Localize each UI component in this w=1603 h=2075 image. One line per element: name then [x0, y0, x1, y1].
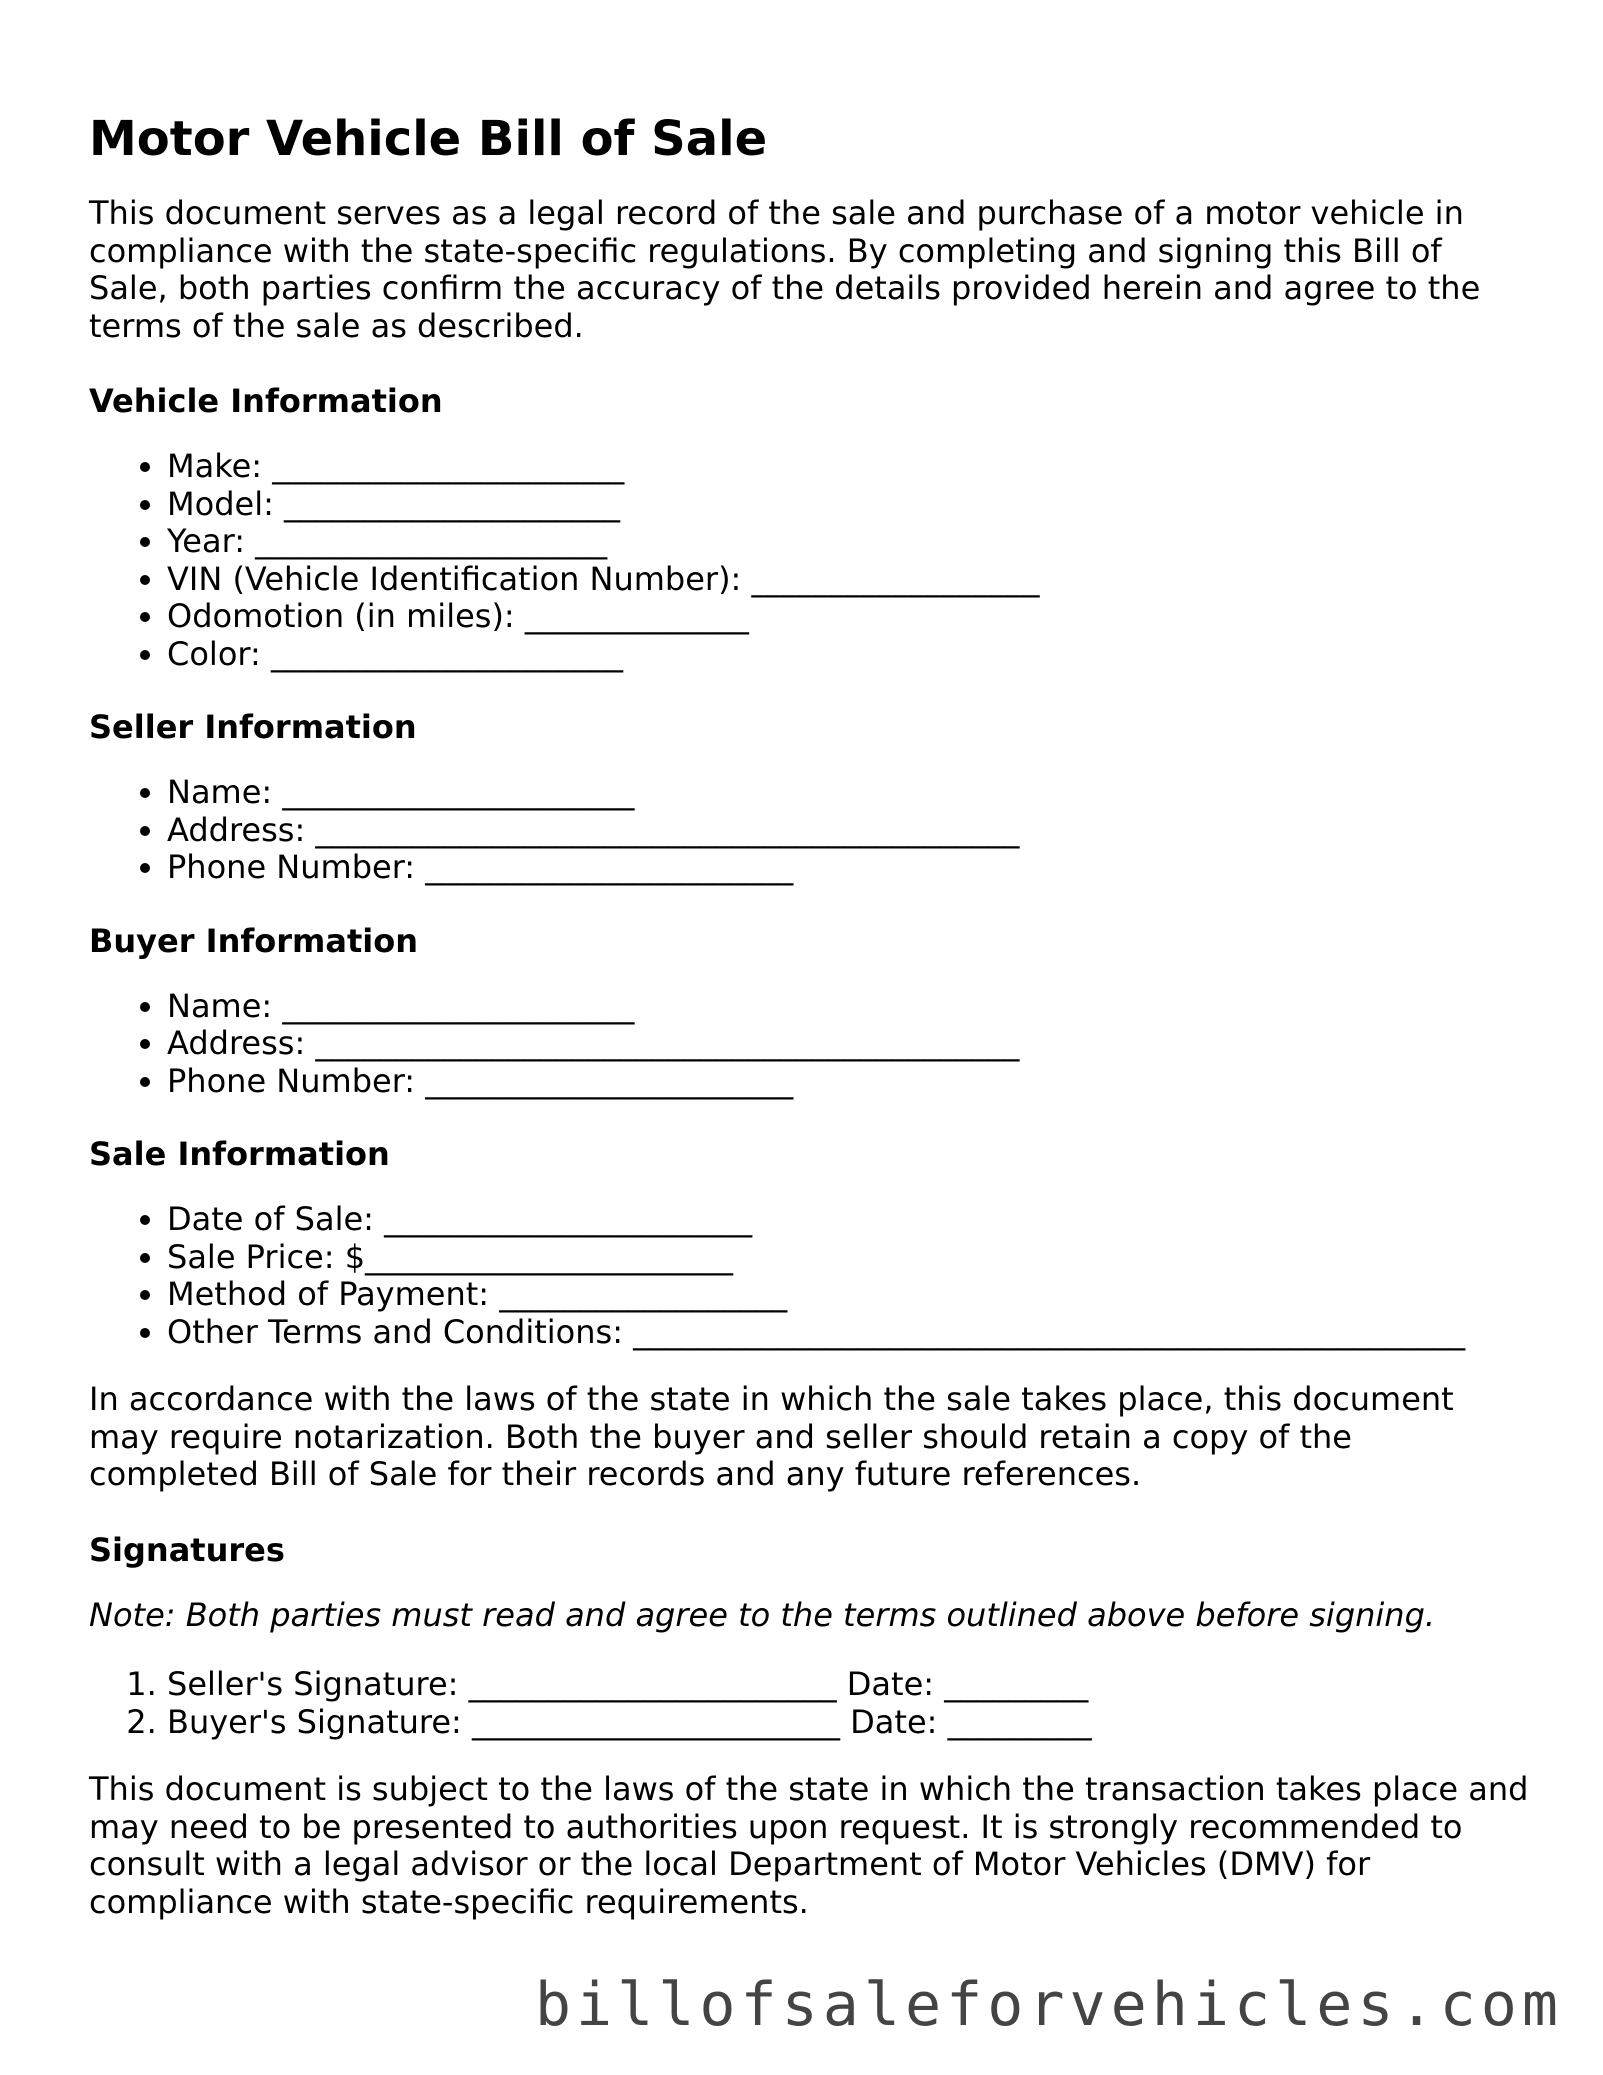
notarization-paragraph: In accordance with the laws of the state in which the sale takes place, this document may require notarization. Both the buyer and seller should retain a copy of the completed Bill of Sale for their records and any future references.	[89, 1380, 1454, 1493]
buyer-signature-line: 2. Buyer's Signature: _______________________ Date: _________	[167, 1704, 1529, 1742]
seller-address-field: • Address: ____________________________________________	[167, 812, 1529, 850]
vehicle-make-field: • Make: ______________________	[167, 448, 1529, 486]
sale-info-list	[89, 1201, 1529, 1351]
seller-info-list	[89, 774, 1529, 887]
seller-phone-field: • Phone Number: _______________________	[167, 849, 1529, 887]
signatures-note: Note: Both parties must read and agree to the terms outlined above before signing.	[89, 1595, 1436, 1634]
seller-name-field: • Name: ______________________	[167, 774, 1529, 812]
sale-section-heading: Sale Information	[89, 1135, 390, 1173]
buyer-address-field: • Address: ____________________________________________	[167, 1025, 1529, 1063]
vehicle-odometer-field: • Odomotion (in miles): ______________	[167, 598, 1529, 636]
document-page	[89, 104, 1529, 1953]
site-watermark: billofsaleforvehicles.com	[534, 1970, 1563, 2040]
vehicle-color-field: • Color: ______________________	[167, 636, 1529, 674]
page-title: Motor Vehicle Bill of Sale	[89, 111, 768, 167]
signatures-section-heading: Signatures	[89, 1530, 285, 1569]
seller-section-heading: Seller Information	[89, 708, 417, 746]
seller-signature-line: 1. Seller's Signature: _______________________ Date: _________	[167, 1666, 1529, 1704]
other-terms-field: • Other Terms and Conditions: ____________________________________________________	[167, 1314, 1529, 1352]
payment-method-field: • Method of Payment: __________________	[167, 1276, 1529, 1314]
vehicle-section-heading: Vehicle Information	[89, 382, 443, 420]
intro-paragraph: This document serves as a legal record of the sale and purchase of a motor vehicle in compliance with the state-specific regulations. By completing and signing this Bill of Sale, both parties confirm the accuracy of the details provided herein and agree to the terms of the sale as described.	[89, 194, 1481, 345]
sale-price-field: • Sale Price: $_______________________	[167, 1239, 1529, 1277]
closing-paragraph: This document is subject to the laws of the state in which the transaction takes place and may need to be presented to authorities upon request. It is strongly recommended to consult with a legal advisor or the local Department of Motor Vehicles (DMV) for compliance with state-specific requirements.	[89, 1770, 1529, 1921]
vehicle-vin-field: • VIN (Vehicle Identification Number): __________________	[167, 561, 1529, 599]
vehicle-year-field: • Year: ______________________	[167, 523, 1529, 561]
buyer-section-heading: Buyer Information	[89, 921, 418, 960]
vehicle-info-list	[89, 448, 1529, 673]
vehicle-model-field: • Model: _____________________	[167, 486, 1529, 524]
buyer-info-list	[89, 988, 1529, 1101]
buyer-name-field: • Name: ______________________	[167, 988, 1529, 1026]
sale-date-field: • Date of Sale: _______________________	[167, 1201, 1529, 1239]
buyer-phone-field: • Phone Number: _______________________	[167, 1063, 1529, 1101]
signatures-list	[89, 1666, 1529, 1741]
